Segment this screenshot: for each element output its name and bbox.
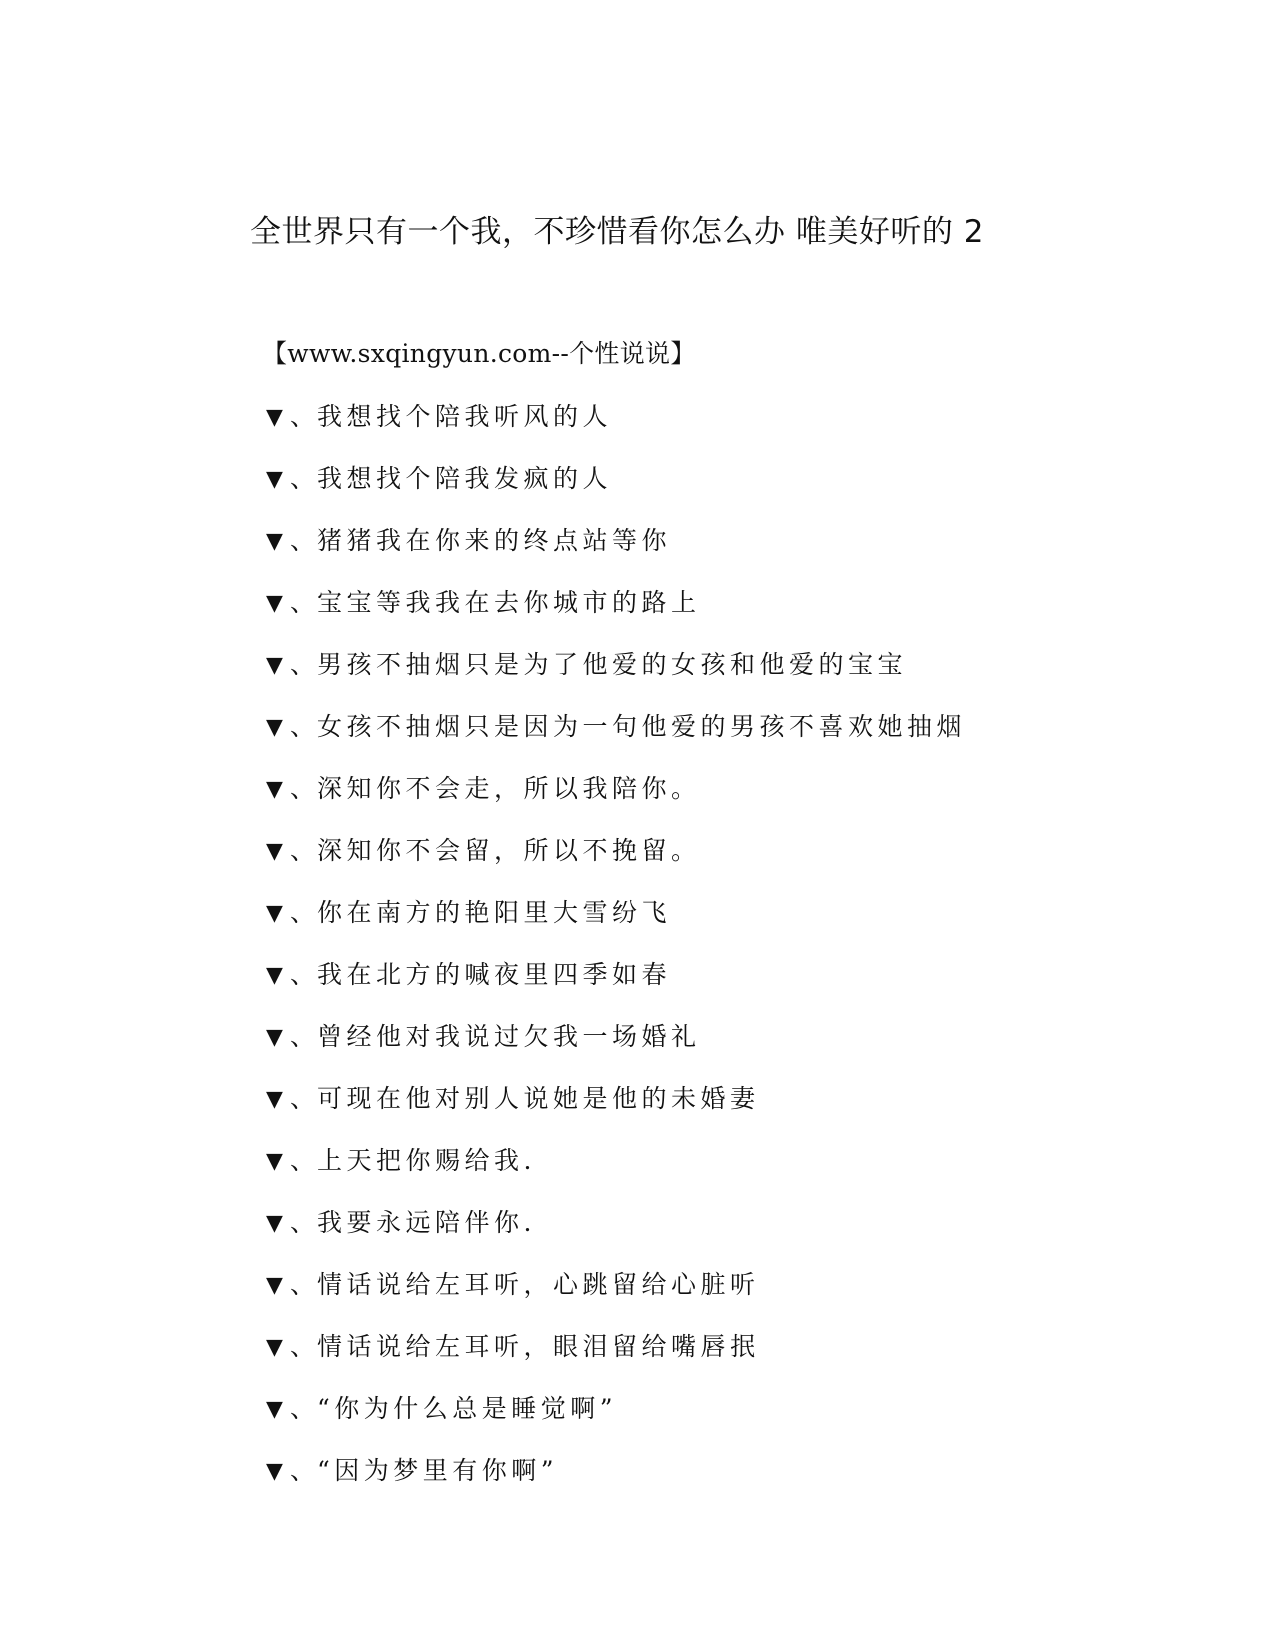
- triangle-down-icon: ▼: [266, 405, 283, 430]
- quote-item: [266, 521, 1066, 583]
- quote-item: [266, 645, 1066, 707]
- quote-text: 深知你不会留，所以不挽留。: [317, 836, 701, 865]
- quote-text: 情话说给左耳听，心跳留给心脏听: [317, 1270, 760, 1299]
- triangle-down-icon: ▼: [266, 1397, 283, 1422]
- quote-item: [266, 1265, 1066, 1327]
- separator: 、: [290, 1332, 318, 1361]
- quote-item: [266, 1327, 1066, 1389]
- source-line: 【www.sxqingyun.com--个性说说】: [262, 339, 696, 368]
- quote-text: 可现在他对别人说她是他的未婚妻: [317, 1084, 760, 1113]
- quote-item: [266, 1203, 1066, 1265]
- quote-item: [266, 1451, 1066, 1513]
- triangle-down-icon: ▼: [266, 777, 283, 802]
- separator: 、: [290, 1456, 318, 1485]
- separator: 、: [290, 898, 318, 927]
- triangle-down-icon: ▼: [266, 1335, 283, 1360]
- triangle-down-icon: ▼: [266, 715, 283, 740]
- separator: 、: [290, 960, 318, 989]
- triangle-down-icon: ▼: [266, 529, 283, 554]
- quote-item: [266, 1017, 1066, 1079]
- triangle-down-icon: ▼: [266, 467, 283, 492]
- quote-item: [266, 1141, 1066, 1203]
- triangle-down-icon: ▼: [266, 1459, 283, 1484]
- quote-text: 宝宝等我我在去你城市的路上: [317, 588, 701, 617]
- quote-item: [266, 893, 1066, 955]
- triangle-down-icon: ▼: [266, 901, 283, 926]
- separator: 、: [290, 1146, 318, 1175]
- quote-text: 曾经他对我说过欠我一场婚礼: [317, 1022, 701, 1051]
- triangle-down-icon: ▼: [266, 1087, 283, 1112]
- triangle-down-icon: ▼: [266, 963, 283, 988]
- triangle-down-icon: ▼: [266, 1211, 283, 1236]
- separator: 、: [290, 464, 318, 493]
- separator: 、: [290, 836, 318, 865]
- triangle-down-icon: ▼: [266, 653, 283, 678]
- separator: 、: [290, 712, 318, 741]
- triangle-down-icon: ▼: [266, 1273, 283, 1298]
- separator: 、: [290, 650, 318, 679]
- quote-text: “你为什么总是睡觉啊”: [317, 1394, 618, 1423]
- separator: 、: [290, 1394, 318, 1423]
- quote-item: [266, 769, 1066, 831]
- quote-item: [266, 397, 1066, 459]
- separator: 、: [290, 588, 318, 617]
- quote-text: 我想找个陪我听风的人: [317, 402, 613, 431]
- triangle-down-icon: ▼: [266, 1025, 283, 1050]
- quote-text: “因为梦里有你啊”: [317, 1456, 559, 1485]
- triangle-down-icon: ▼: [266, 591, 283, 616]
- quote-text: 情话说给左耳听，眼泪留给嘴唇抿: [317, 1332, 760, 1361]
- quote-item: [266, 1079, 1066, 1141]
- quote-item: [266, 831, 1066, 893]
- quote-item: [266, 707, 1066, 769]
- triangle-down-icon: ▼: [266, 1149, 283, 1174]
- separator: 、: [290, 1270, 318, 1299]
- quote-text: 你在南方的艳阳里大雪纷飞: [317, 898, 672, 927]
- quote-text: 男孩不抽烟只是为了他爱的女孩和他爱的宝宝: [317, 650, 908, 679]
- document-title: 全世界只有一个我，不珍惜看你怎么办 唯美好听的 2: [250, 214, 984, 250]
- quote-text: 我想找个陪我发疯的人: [317, 464, 613, 493]
- separator: 、: [290, 774, 318, 803]
- separator: 、: [290, 526, 318, 555]
- quote-item: [266, 1389, 1066, 1451]
- separator: 、: [290, 1084, 318, 1113]
- quote-list: [266, 397, 1066, 1513]
- quote-text: 猪猪我在你来的终点站等你: [317, 526, 672, 555]
- triangle-down-icon: ▼: [266, 839, 283, 864]
- quote-text: 我在北方的喊夜里四季如春: [317, 960, 672, 989]
- separator: 、: [290, 1022, 318, 1051]
- separator: 、: [290, 402, 318, 431]
- quote-item: [266, 583, 1066, 645]
- quote-text: 上天把你赐给我.: [317, 1146, 536, 1175]
- quote-text: 深知你不会走，所以我陪你。: [317, 774, 701, 803]
- quote-item: [266, 459, 1066, 521]
- quote-text: 我要永远陪伴你.: [317, 1208, 536, 1237]
- separator: 、: [290, 1208, 318, 1237]
- quote-item: [266, 955, 1066, 1017]
- quote-text: 女孩不抽烟只是因为一句他爱的男孩不喜欢她抽烟: [317, 712, 967, 741]
